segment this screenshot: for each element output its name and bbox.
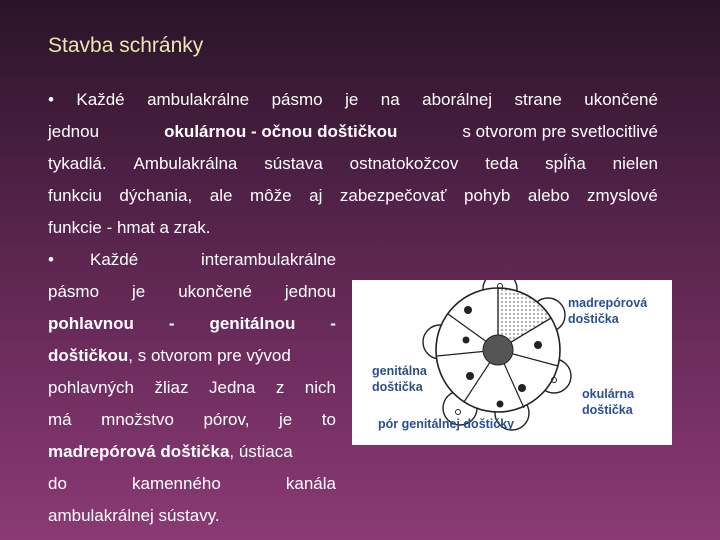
word: kanála <box>285 474 336 493</box>
word: Každé <box>76 90 125 109</box>
term-madreporova: madrepórová doštička <box>48 442 230 461</box>
word: zmyslové <box>587 186 658 205</box>
para2-line-2 <box>48 282 336 302</box>
para2-line-5 <box>48 378 336 398</box>
word: funkciu <box>48 186 102 205</box>
word: môže <box>249 186 292 205</box>
word: zabezpečovať <box>339 186 447 205</box>
word: , ústiaca <box>229 442 293 461</box>
apical-system-svg <box>352 280 672 445</box>
para2-line-4 <box>48 346 291 366</box>
word: jednou <box>48 122 100 141</box>
word: je <box>132 282 146 301</box>
word: na <box>380 90 400 109</box>
word: dýchania, <box>119 186 193 205</box>
para1-line-3 <box>48 154 658 174</box>
word: pohlavnou <box>48 314 134 333</box>
genital-pore <box>518 384 526 392</box>
word: množstvo <box>101 410 174 429</box>
para2-line-9: ambulakrálnej sústavy. <box>48 506 220 525</box>
word: alebo <box>527 186 570 205</box>
word: aborálnej <box>422 90 493 109</box>
word: Každé <box>90 250 139 269</box>
word: sústava <box>264 154 323 173</box>
para1-line-1 <box>48 90 658 110</box>
word: aj <box>309 186 323 205</box>
genital-pore <box>497 401 504 408</box>
word: ale <box>209 186 233 205</box>
word: pohlavných <box>48 378 135 397</box>
word: do <box>48 474 67 493</box>
word: z <box>275 378 285 397</box>
label-genital-pore: pór genitálnej doštičky <box>378 417 515 431</box>
label-madreporova-2: doštička <box>568 312 619 326</box>
word: s otvorom pre svetlocitlivé <box>462 122 658 141</box>
para2-line-1 <box>48 250 336 270</box>
label-madreporova-1: madrepórová <box>568 296 648 310</box>
word: genitálnou <box>209 314 296 333</box>
para1-line-2 <box>48 122 658 142</box>
word: ukončené <box>584 90 658 109</box>
term-genitalna: doštičkou <box>48 346 129 365</box>
word: , s otvorom pre vývod <box>128 346 291 365</box>
word: ambulakrálne <box>147 90 250 109</box>
word: ukončené <box>178 282 252 301</box>
label-okularna-1: okulárna <box>582 387 635 401</box>
word: tykadlá. <box>48 154 107 173</box>
label-genitalna-1: genitálna <box>372 364 427 378</box>
word: je <box>345 90 359 109</box>
para2-line-6 <box>48 410 336 430</box>
word: - <box>168 314 175 333</box>
label-genitalna-2: doštička <box>372 380 423 394</box>
word: pásmo <box>48 282 100 301</box>
word: ostnatokožcov <box>349 154 459 173</box>
slide-title: Stavba schránky <box>48 34 204 57</box>
word: nich <box>304 378 336 397</box>
para2-line-3 <box>48 314 336 334</box>
bullet: • <box>48 90 54 109</box>
word: strane <box>514 90 562 109</box>
genital-pore <box>464 306 472 314</box>
word: Jedna <box>209 378 256 397</box>
term-okularna: okulárnou - očnou doštičkou <box>164 122 398 141</box>
word: kamenného <box>131 474 221 493</box>
central-disc <box>483 335 513 365</box>
word: jednou <box>284 282 336 301</box>
genital-pore <box>534 341 542 349</box>
para1-line-5: funkcie - hmat a zrak. <box>48 218 211 237</box>
apical-system-diagram <box>352 280 672 445</box>
label-okularna-2: doštička <box>582 403 633 417</box>
word: teda <box>485 154 519 173</box>
word: - <box>330 314 336 333</box>
word: žliaz <box>154 378 189 397</box>
word: pohyb <box>464 186 511 205</box>
word: interambulakrálne <box>201 250 337 269</box>
genital-pore <box>466 372 474 380</box>
word: pórov, <box>203 410 250 429</box>
word: nielen <box>612 154 658 173</box>
para2-line-8 <box>48 474 336 494</box>
word: je <box>279 410 293 429</box>
bullet: • <box>48 250 54 269</box>
genital-pore <box>463 337 470 344</box>
word: spĺňa <box>545 154 586 173</box>
word: Ambulakrálna <box>133 154 238 173</box>
word: má <box>48 410 72 429</box>
para2-line-7 <box>48 442 293 462</box>
word: pásmo <box>271 90 323 109</box>
word: to <box>321 410 336 429</box>
para1-line-4 <box>48 186 658 206</box>
